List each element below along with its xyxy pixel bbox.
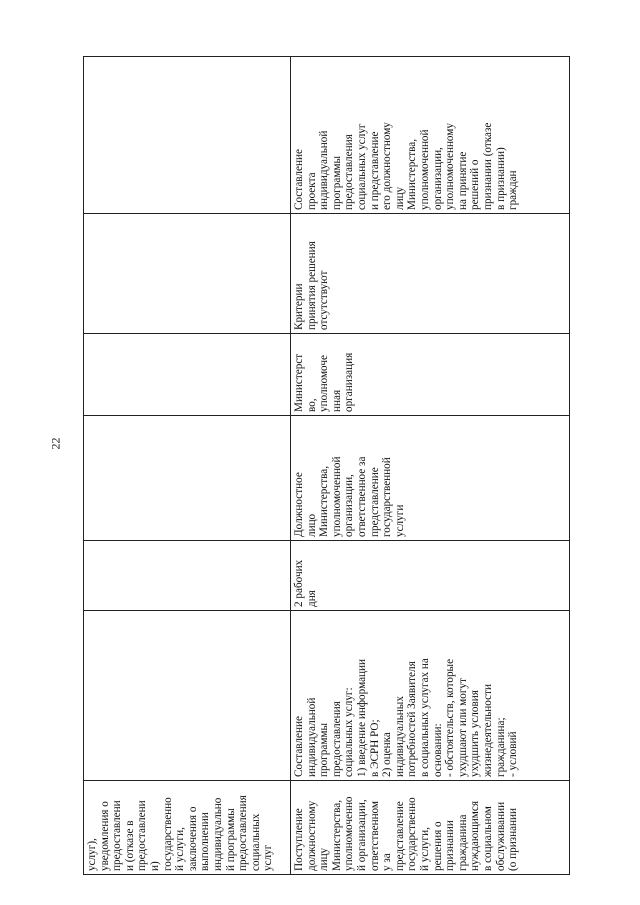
page-number: 22 <box>48 437 63 450</box>
table-cell <box>84 334 291 416</box>
table-cell: Поступление должностному лицу Министерства, уполномоченно й организации, ответственном у за представление государственно й услуги, решения о признании гражданина нуждающимся в социальном обслуживании (о признании <box>291 781 570 875</box>
table-cell <box>84 416 291 541</box>
procedure-table <box>83 56 570 875</box>
rotated-table-frame <box>83 57 561 875</box>
table-cell: Министерст во, уполномоче нная организация <box>291 334 570 416</box>
table-row <box>291 57 570 875</box>
table-cell: Должностное лицо Министерства, уполномоченной организации, ответственное за представление государственной услуги <box>291 416 570 541</box>
table-cell: Критерии принятия решения отсутствуют <box>291 214 570 334</box>
table-cell: услуг), уведомления о предоставлени и (отказе в предоставлени и) государственно й услуги, заключения о выполнении индивидуально й программы предоставления социальных услуг <box>84 781 291 875</box>
table-cell <box>84 214 291 334</box>
table-wrapper <box>83 57 561 875</box>
table-cell: Составление проекта индивидуальной программы предоставления социальных услуг и представление его должностному лицу Министерства, уполномоченной организации, уполномоченному на принятие решений о признании (отказе в признании) граждан <box>291 57 570 214</box>
table-row <box>84 57 291 875</box>
table-cell <box>84 541 291 611</box>
table-cell: Составление индивидуальной программы предоставления социальных услуг: 1) введение информации в ЭСРН РО; 2) оценка индивидуальных потребностей Заявителя в социальных услугах на основании: - обстоятельств, которые ухудшают или могут ухудшить условия жизнедеятельности гражданина; - условий <box>291 611 570 781</box>
table-cell <box>84 57 291 214</box>
table-cell <box>84 611 291 781</box>
table-cell: 2 рабочих дня <box>291 541 570 611</box>
